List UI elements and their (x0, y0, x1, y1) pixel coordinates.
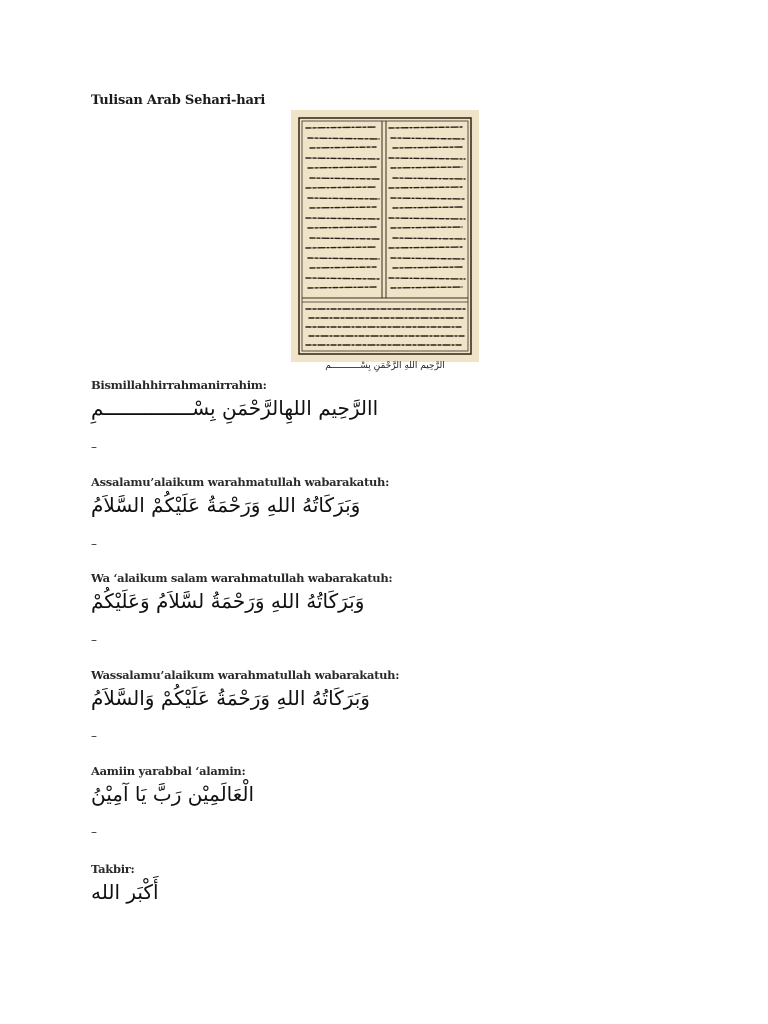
entry-arabic: أَكْبَر الله (91, 880, 159, 904)
entry-label: Takbir: (91, 862, 135, 876)
entry-arabic: وَبَرَكَاتُهُ اللهِ وَرَحْمَةُ عَلَيْكُمْ وَالسَّلاَمُ (91, 686, 370, 710)
separator: – (91, 729, 97, 743)
entry-takbir (91, 861, 691, 907)
page-title: Tulisan Arab Sehari-hari (91, 93, 266, 108)
manuscript-image (291, 110, 479, 362)
entry-assalamualaikum (91, 474, 691, 520)
entry-wassalamualaikum (91, 667, 691, 713)
separator: – (91, 633, 97, 647)
entry-arabic: الْعَالَمِيْن رَبَّ يَا آمِيْنُ (91, 782, 255, 806)
entry-label: Bismillahhirrahmanirrahim: (91, 378, 267, 392)
separator: – (91, 825, 97, 839)
entry-label: Wa ‘alaikum salam warahmatullah wabarakatuh: (91, 571, 393, 585)
entry-arabic: وَبَرَكَاتُهُ اللهِ وَرَحْمَةُ عَلَيْكُمْ السَّلاَمُ (91, 493, 361, 517)
entry-bismillah (91, 377, 691, 423)
entry-label: Assalamu’alaikum warahmatullah wabarakatuh: (91, 475, 390, 489)
entry-label: Aamiin yarabbal ‘alamin: (91, 764, 246, 778)
separator: – (91, 537, 97, 551)
entry-arabic: االرَّحِيم اللهِالرَّحْمَنِ بِسْـــــــــــــــمِ (91, 396, 379, 420)
separator: – (91, 440, 97, 454)
entry-waalaikum (91, 570, 691, 616)
entry-label: Wassalamu’alaikum warahmatullah wabarakatuh: (91, 668, 400, 682)
entry-arabic: وَبَرَكَاتُهُ اللهِ وَرَحْمَةُ لسَّلاَمُ وَعَلَيْكُمْ (91, 589, 365, 613)
image-caption: الرَّحِيم اللهِ الرَّحْمَنِ بِسْـــــــــــم (325, 361, 445, 371)
entry-aamiin (91, 763, 691, 809)
